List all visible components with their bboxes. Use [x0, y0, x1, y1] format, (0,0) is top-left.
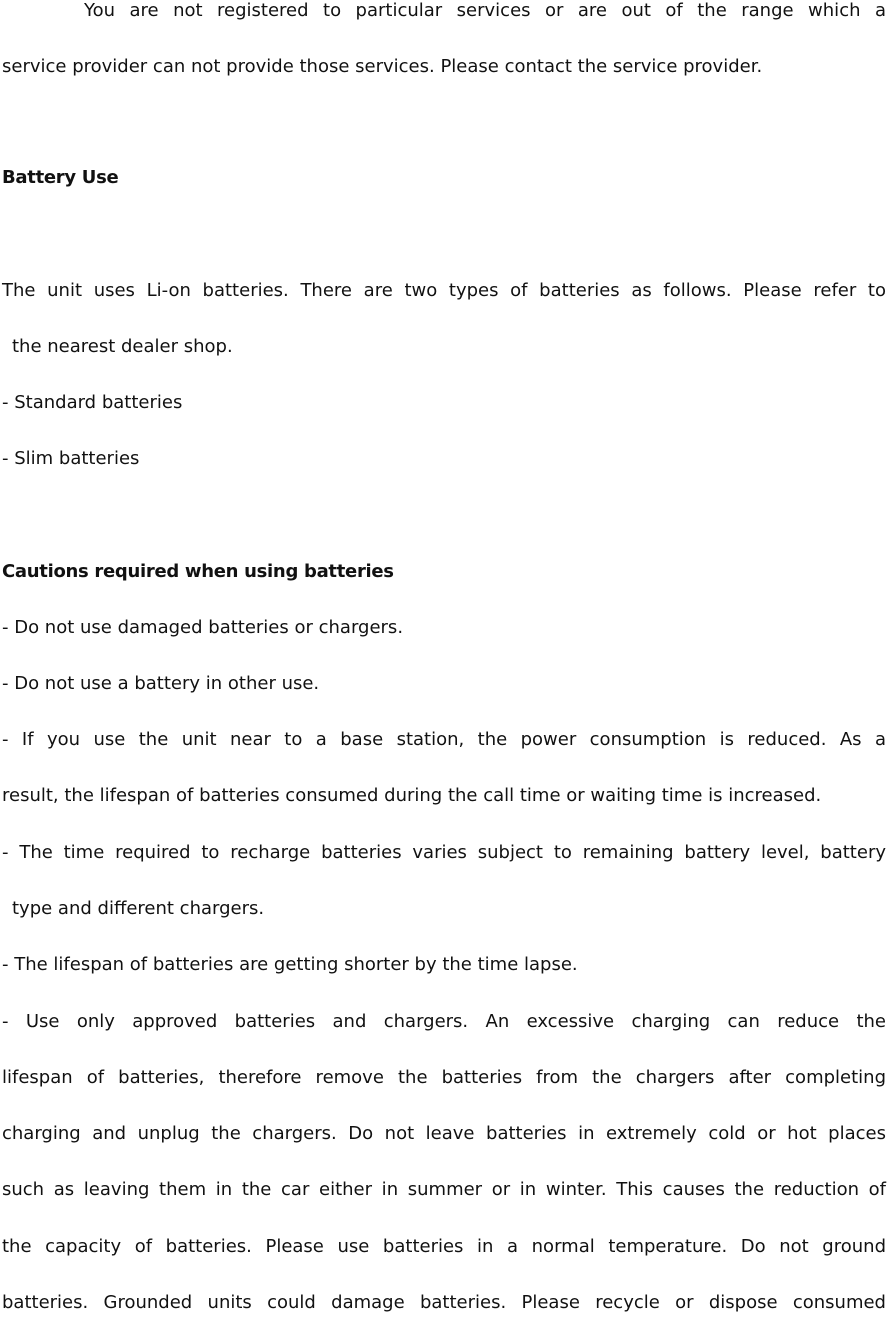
caution-line: such as leaving them in the car either in summer or in winter. This causes the reduction of	[2, 1179, 886, 1200]
battery-use-heading: Battery Use	[2, 167, 119, 188]
cautions-heading: Cautions required when using batteries	[2, 561, 394, 582]
caution-line: - Use only approved batteries and chargers. An excessive charging can reduce the	[2, 1011, 886, 1032]
caution-line: the capacity of batteries. Please use batteries in a normal temperature. Do not ground	[2, 1236, 886, 1257]
battery-use-paragraph-line-1: The unit uses Li-on batteries. There are two types of batteries as follows. Please refer to	[2, 280, 886, 301]
caution-line: - The lifespan of batteries are getting shorter by the time lapse.	[2, 954, 578, 975]
intro-line-1: You are not registered to particular services or are out of the range which a	[84, 0, 886, 21]
caution-line: - If you use the unit near to a base station, the power consumption is reduced. As a	[2, 729, 886, 750]
battery-type-item: - Slim batteries	[2, 448, 140, 469]
caution-line: result, the lifespan of batteries consumed during the call time or waiting time is increased.	[2, 785, 822, 806]
caution-line: lifespan of batteries, therefore remove the batteries from the chargers after completing	[2, 1067, 886, 1088]
caution-line: - The time required to recharge batteries varies subject to remaining battery level, battery	[2, 842, 886, 863]
caution-line: charging and unplug the chargers. Do not leave batteries in extremely cold or hot places	[2, 1123, 886, 1144]
caution-line: - Do not use a battery in other use.	[2, 673, 320, 694]
battery-use-paragraph-line-2: the nearest dealer shop.	[12, 336, 233, 357]
caution-line: type and different chargers.	[12, 898, 265, 919]
caution-line: - Do not use damaged batteries or chargers.	[2, 617, 404, 638]
battery-type-item: - Standard batteries	[2, 392, 183, 413]
intro-line-2: service provider can not provide those services. Please contact the service provider.	[2, 56, 763, 77]
caution-line: batteries. Grounded units could damage batteries. Please recycle or dispose consumed	[2, 1292, 886, 1313]
